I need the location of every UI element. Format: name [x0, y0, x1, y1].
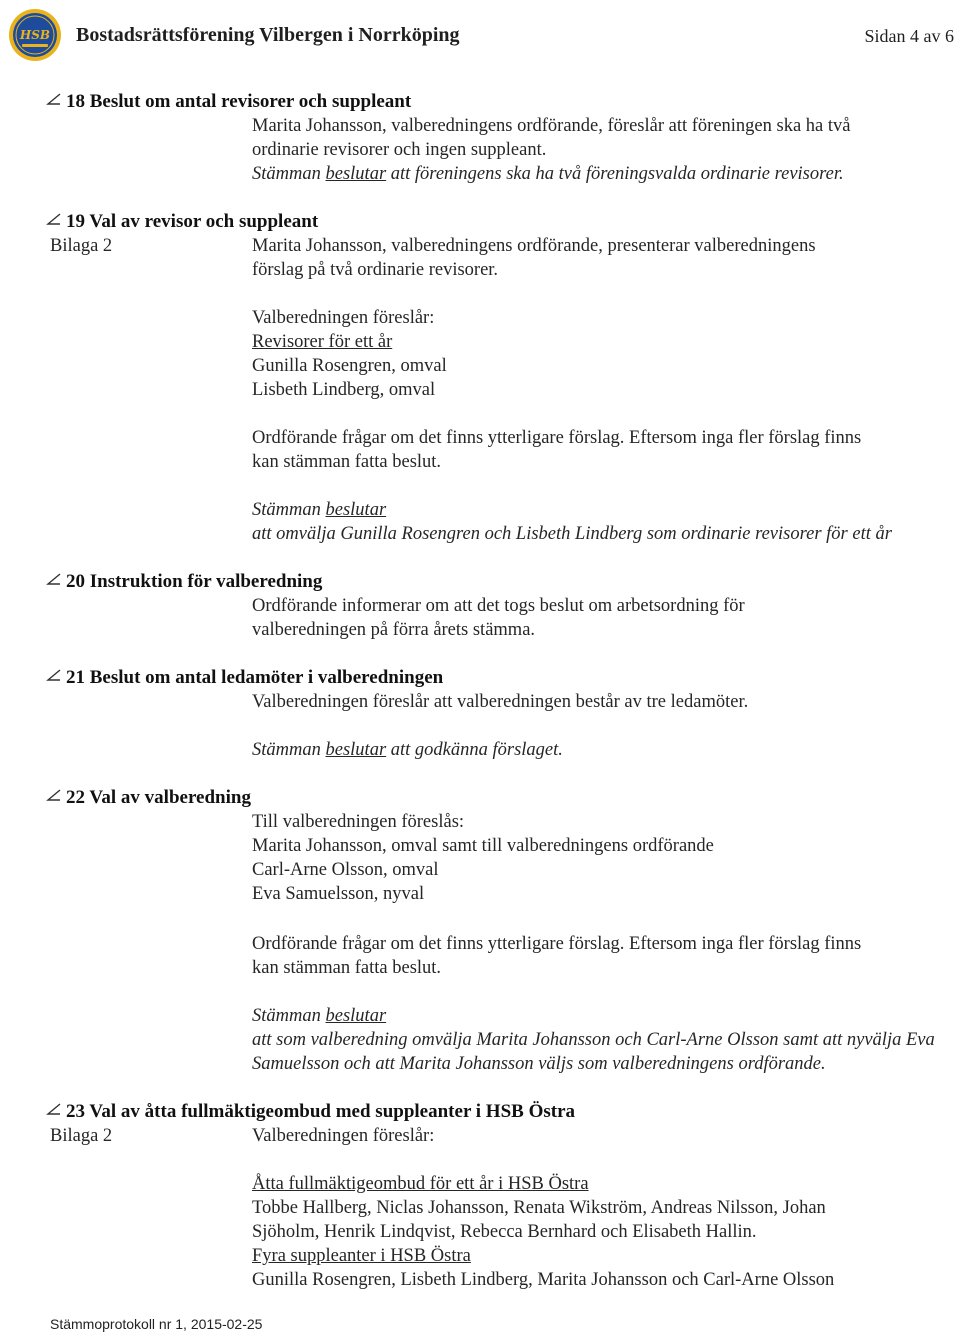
section-21-decision [252, 738, 563, 762]
section-marker-icon [46, 1102, 62, 1122]
list-title: Åtta fullmäktigeombud för ett år i HSB Östra [252, 1174, 589, 1194]
substitute-names: Gunilla Rosengren, Lisbeth Lindberg, Marita Johansson och Carl-Arne Olsson [252, 1270, 835, 1290]
attachment-ref: Bilaga 2 [50, 236, 113, 256]
decision-text: att omvälja Gunilla Rosengren och Lisbeth Lindberg som ordinarie revisorer för ett år [252, 524, 892, 544]
section-18-body [252, 114, 850, 186]
body-line: valberedningen på förra årets stämma. [252, 620, 536, 640]
decision-line [252, 162, 850, 186]
section-20-title: 20 Instruktion för valberedning [66, 571, 323, 592]
section-21-title: 21 Beslut om antal ledamöter i valberedningen [66, 667, 444, 688]
delegate-names: Tobbe Hallberg, Niclas Johansson, Renata Wikström, Andreas Nilsson, Johan [252, 1198, 826, 1218]
section-21-body [252, 690, 748, 714]
candidate-name: Eva Samuelsson, nyval [252, 884, 425, 904]
attachment-ref: Bilaga 2 [50, 1126, 113, 1146]
decision-lead: Stämman [252, 1006, 321, 1026]
proposal-label: Valberedningen föreslår: [252, 308, 435, 328]
body-line: kan stämman fatta beslut. [252, 958, 442, 978]
page-footer: Stämmoprotokoll nr 1, 2015-02-25 [50, 1316, 263, 1332]
decision-keyword: beslutar [325, 740, 387, 760]
section-22-title: 22 Val av valberedning [66, 787, 251, 808]
decision-lead: Stämman [252, 500, 321, 520]
decision-line [252, 738, 563, 762]
section-23-title: 23 Val av åtta fullmäktigeombud med suppleanter i HSB Östra [66, 1101, 576, 1122]
list-title: Revisorer för ett år [252, 332, 393, 352]
section-19-chair [252, 426, 861, 474]
section-22-proposal [252, 810, 714, 906]
candidate-name: Gunilla Rosengren, omval [252, 356, 447, 376]
section-marker-icon [46, 572, 62, 592]
decision-keyword: beslutar [325, 164, 387, 184]
decision-text: att föreningens ska ha två föreningsvalda ordinarie revisorer. [386, 164, 844, 184]
section-22-decision [252, 1004, 935, 1076]
body-line: Marita Johansson, valberedningens ordförande, föreslår att föreningen ska ha två [252, 116, 851, 136]
decision-keyword: beslutar [325, 1006, 387, 1026]
section-19-title: 19 Val av revisor och suppleant [66, 211, 319, 232]
list-title: Fyra suppleanter i HSB Östra [252, 1246, 471, 1266]
section-20-body [252, 594, 745, 642]
section-19-body [252, 234, 816, 282]
delegate-names: Sjöholm, Henrik Lindqvist, Rebecca Bernhard och Elisabeth Hallin. [252, 1222, 757, 1242]
section-23-lists [252, 1172, 834, 1292]
proposal-label: Till valberedningen föreslås: [252, 812, 465, 832]
svg-text:HSB: HSB [19, 28, 51, 42]
decision-line [252, 498, 892, 522]
decision-keyword: beslutar [325, 500, 387, 520]
decision-lead: Stämman [252, 740, 321, 760]
decision-text: att godkänna förslaget. [386, 740, 563, 760]
section-marker-icon [46, 788, 62, 808]
section-marker-icon [46, 668, 62, 688]
hsb-logo [8, 8, 62, 62]
page-number: Sidan 4 av 6 [864, 26, 954, 46]
section-19-decision [252, 498, 892, 546]
decision-lead: Stämman [252, 164, 321, 184]
org-name: Bostadsrättsförening Vilbergen i Norrköping [76, 24, 460, 46]
section-23-proposal [252, 1124, 434, 1148]
section-22-chair [252, 932, 861, 980]
section-19-proposal [252, 306, 447, 402]
proposal-label: Valberedningen föreslår: [252, 1126, 435, 1146]
body-line: Ordförande frågar om det finns ytterligare förslag. Eftersom inga fler förslag finns [252, 934, 862, 954]
decision-line [252, 1004, 935, 1028]
candidate-name: Marita Johansson, omval samt till valberedningens ordförande [252, 836, 714, 856]
body-line: förslag på två ordinarie revisorer. [252, 260, 499, 280]
body-line: ordinarie revisorer och ingen suppleant. [252, 140, 547, 160]
body-line: Valberedningen föreslår att valberedningen består av tre ledamöter. [252, 692, 749, 712]
section-marker-icon [46, 212, 62, 232]
candidate-name: Carl-Arne Olsson, omval [252, 860, 439, 880]
decision-text: att som valberedning omvälja Marita Johansson och Carl-Arne Olsson samt att nyvälja Eva [252, 1030, 935, 1050]
body-line: Marita Johansson, valberedningens ordförande, presenterar valberedningens [252, 236, 816, 256]
section-marker-icon [46, 92, 62, 112]
body-line: kan stämman fatta beslut. [252, 452, 442, 472]
page-header [0, 0, 960, 76]
body-line: Ordförande informerar om att det togs beslut om arbetsordning för [252, 596, 745, 616]
section-18-title: 18 Beslut om antal revisorer och suppleant [66, 91, 412, 112]
decision-text: Samuelsson och att Marita Johansson väljs som valberedningens ordförande. [252, 1054, 826, 1074]
candidate-name: Lisbeth Lindberg, omval [252, 380, 436, 400]
body-line: Ordförande frågar om det finns ytterligare förslag. Eftersom inga fler förslag finns [252, 428, 862, 448]
